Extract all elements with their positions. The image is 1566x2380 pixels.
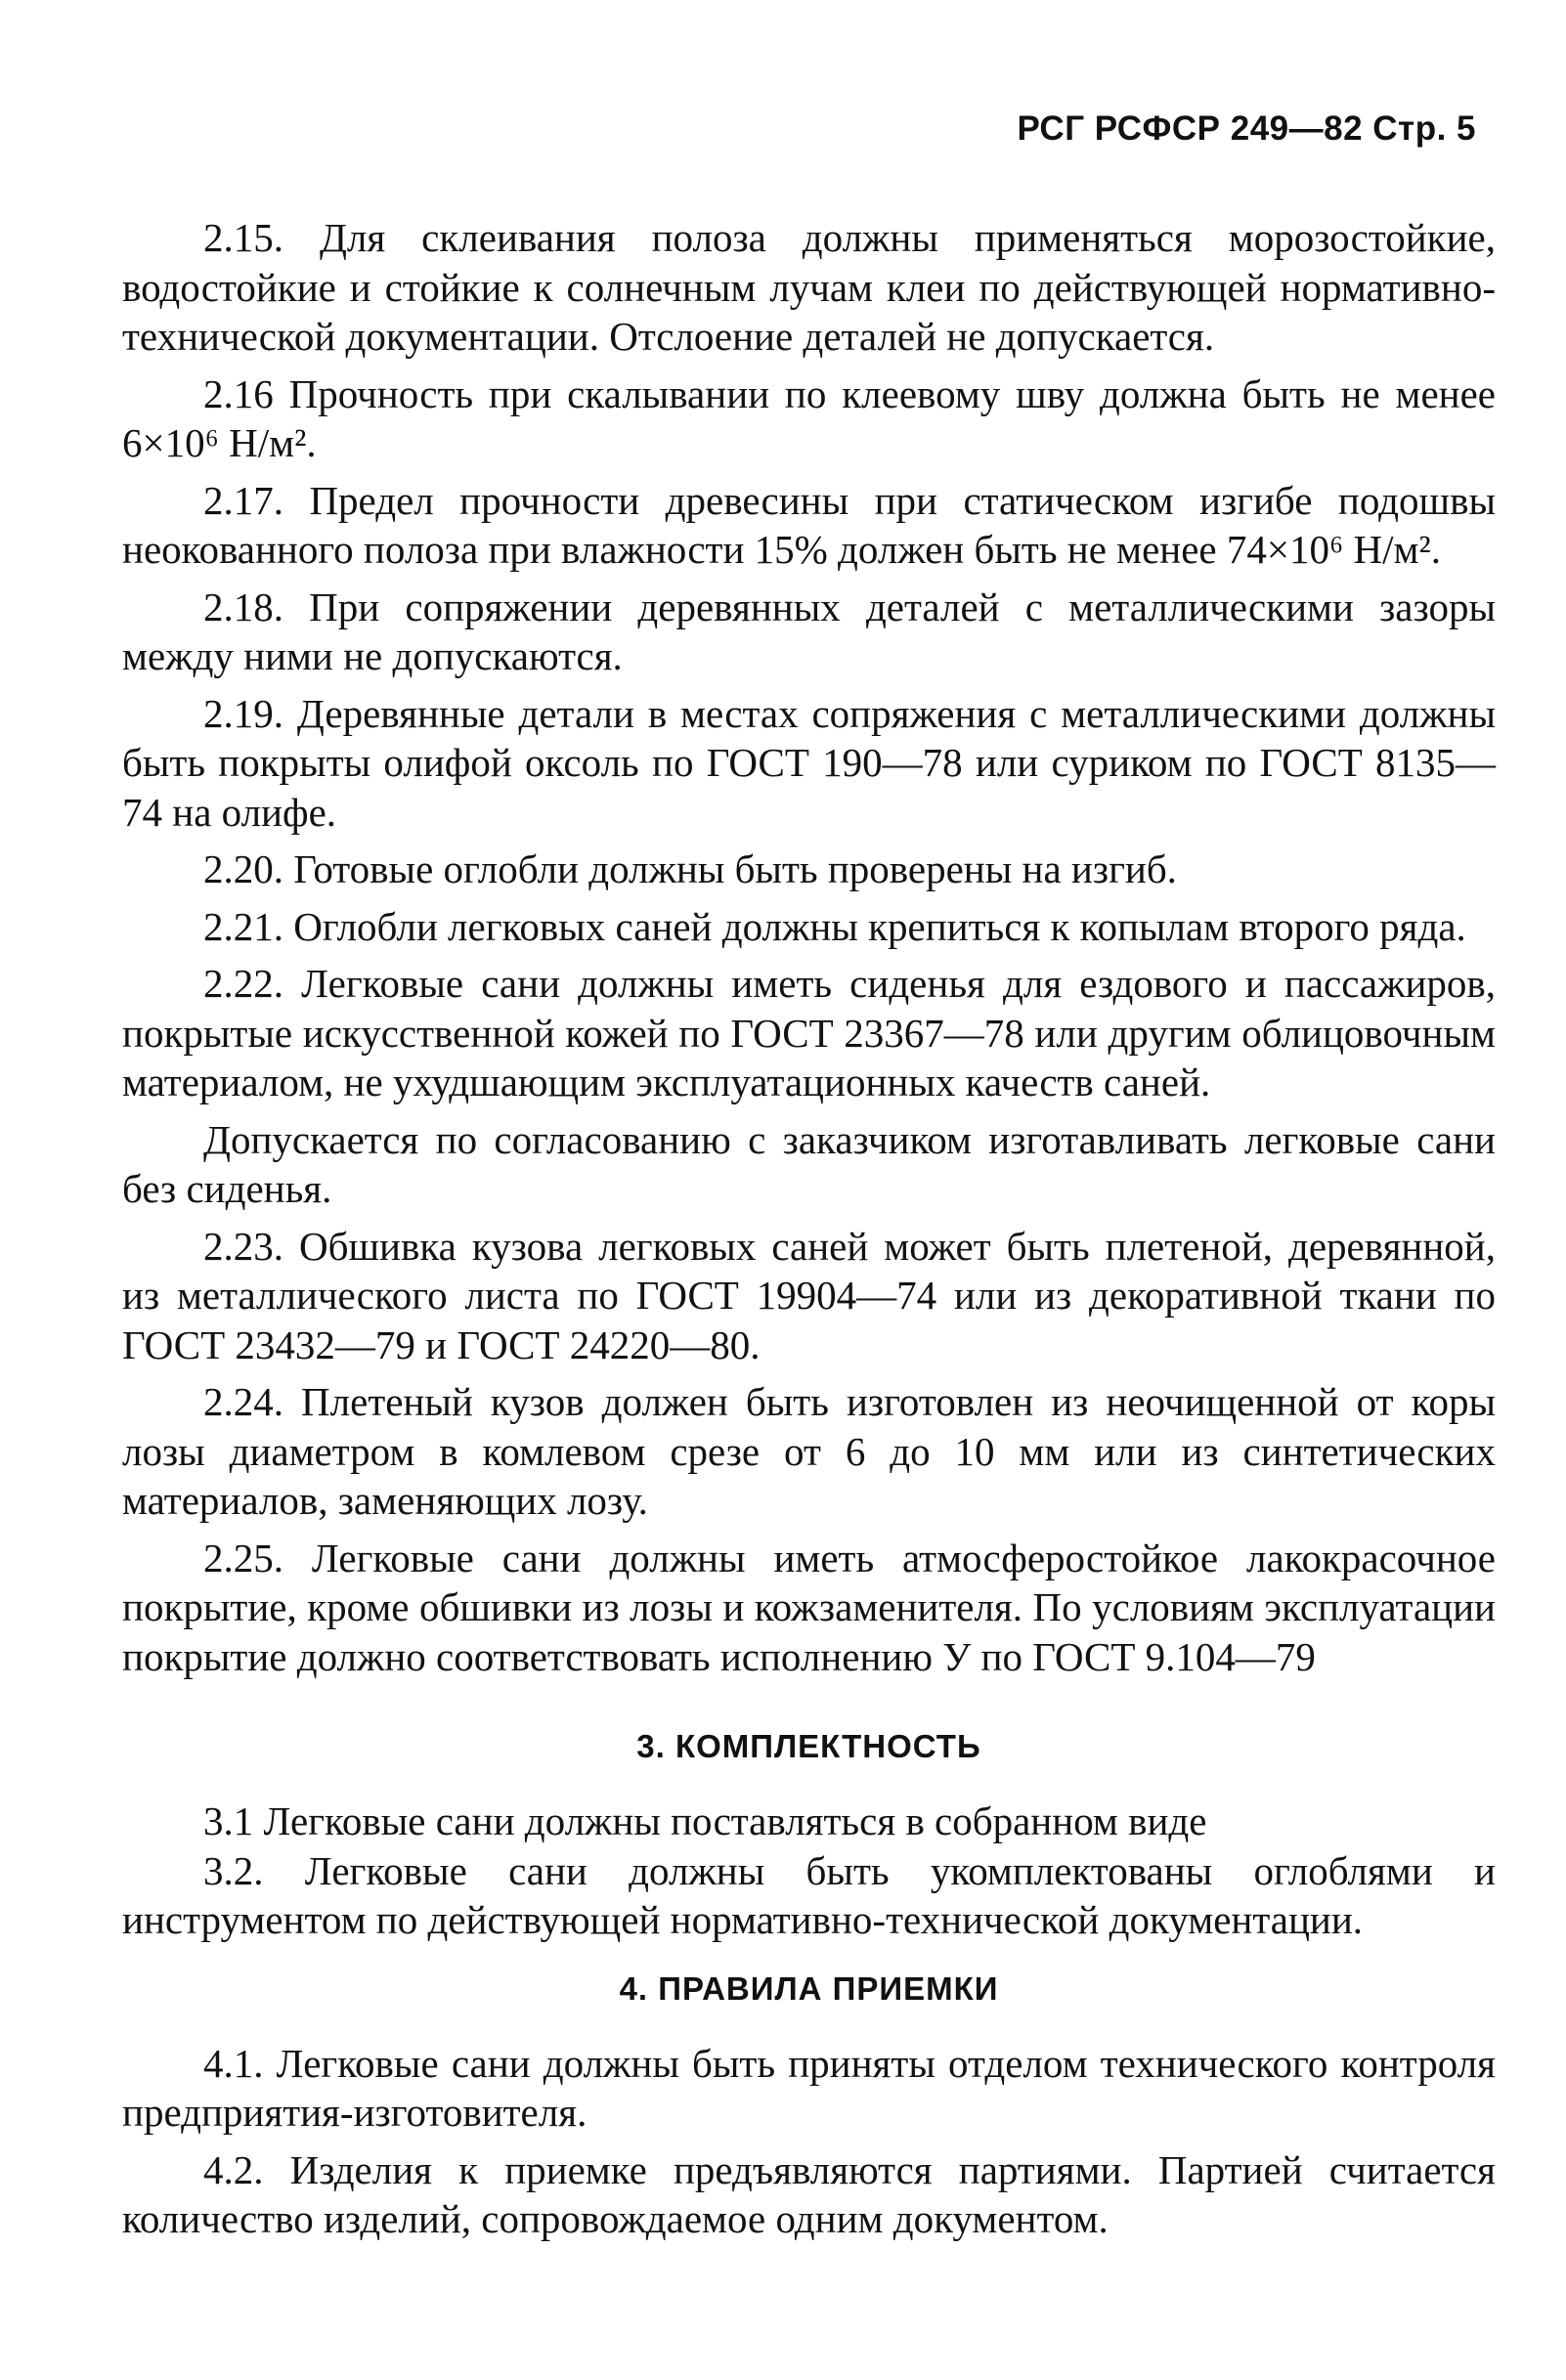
paragraph-2-18: 2.18. При сопряжении деревянных деталей с металлическими зазоры между ними не допускаются. xyxy=(122,584,1496,678)
running-head: РСГ РСФСР 249—82 Стр. 5 xyxy=(1017,109,1476,148)
paragraph-3-1: 3.1 Легковые сани должны поставляться в собранном виде xyxy=(203,1798,1207,1843)
paragraph-2-19: 2.19. Деревянные детали в местах сопряжения с металлическими должны быть покрыты олифой оксоль по ГОСТ 190—78 или суриком по ГОСТ 8135—74 на олифе. xyxy=(122,690,1496,835)
section-3-title: 3. КОМПЛЕКТНОСТЬ xyxy=(636,1728,981,1764)
section-4-title: 4. ПРАВИЛА ПРИЕМКИ xyxy=(619,1969,999,2007)
paragraph-4-1: 4.1. Легковые сани должны быть приняты отделом технического контроля предприятия-изготовителя. xyxy=(122,2040,1496,2135)
paragraph-2-16: 2.16 Прочность при скалывании по клеевому шву должна быть не менее 6×10⁶ Н/м². xyxy=(122,370,1496,465)
paragraph-2-21: 2.21. Оглобли легковых саней должны крепиться к копылам второго ряда. xyxy=(203,903,1466,949)
paragraph-2-25: 2.25. Легковые сани должны иметь атмосферостойкое лакокрасочное покрытие, кроме обшивки из лозы и кожзаменителя. По условиям эксплуатации покрытие должно соответствовать исполнению У по ГОСТ 9.104—79 xyxy=(122,1535,1496,1679)
paragraph-2-23: 2.23. Обшивка кузова легковых саней может быть плетеной, деревянной, из металлического листа по ГОСТ 19904—74 или из декоративной ткани по ГОСТ 23432—79 и ГОСТ 24220—80. xyxy=(122,1223,1496,1367)
paragraph-4-2: 4.2. Изделия к приемке предъявляются партиями. Партией считается количество изделий, сопровождаемое одним документом. xyxy=(122,2146,1496,2241)
paragraph-2-24: 2.24. Плетеный кузов должен быть изготовлен из неочищенной от коры лозы диаметром в комлевом срезе от 6 до 10 мм или из синтетических материалов, заменяющих лозу. xyxy=(122,1379,1496,1523)
paragraph-2-15: 2.15. Для склеивания полоза должны применяться морозостойкие, водостойкие и стойкие к солнечным лучам клеи по действующей нормативно-технической документации. Отслоение деталей не допускается. xyxy=(122,215,1496,359)
paragraph-3-2: 3.2. Легковые сани должны быть укомплектованы оглоблями и инструментом по действующей нормативно-технической документации. xyxy=(122,1847,1496,1942)
page-body xyxy=(122,213,1496,2244)
paragraph-2-22: 2.22. Легковые сани должны иметь сиденья для ездового и пассажиров, покрытые искусственной кожей по ГОСТ 23367—78 или другим облицовочным материалом, не ухудшающим эксплуатационных качеств саней. xyxy=(122,961,1496,1104)
paragraph-2-22-note: Допускается по согласованию с заказчиком изготавливать легковые сани без сиденья. xyxy=(122,1116,1496,1211)
paragraph-2-20: 2.20. Готовые оглобли должны быть проверены на изгиб. xyxy=(203,846,1177,891)
paragraph-2-17: 2.17. Предел прочности древесины при статическом изгибе подошвы неокованного полоза при влажности 15% должен быть не менее 74×10⁶ Н/м². xyxy=(122,477,1496,572)
